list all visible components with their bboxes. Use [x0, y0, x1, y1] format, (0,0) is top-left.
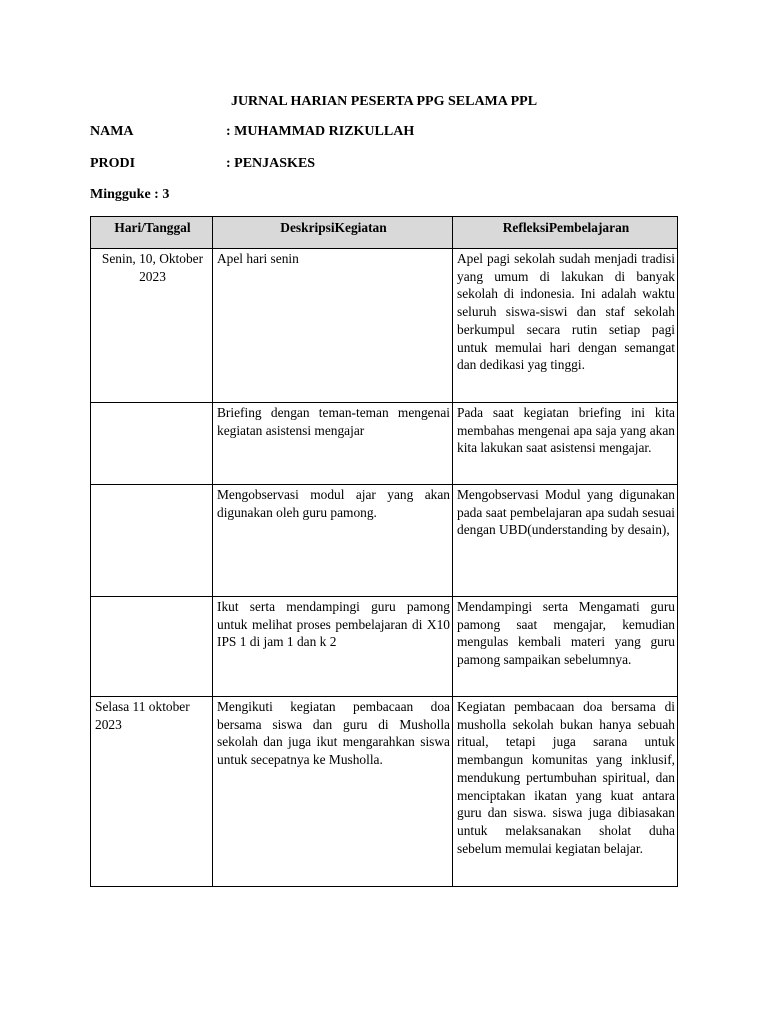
prodi-value: : PENJASKES — [226, 156, 316, 171]
table-row — [91, 403, 678, 485]
table-row — [91, 597, 678, 697]
reflection-cell: Mendampingi serta Mengamati guru pamong saat mengajar, kemudian mengulas kembali materi yang guru pamong sampaikan sebelumnya. — [453, 597, 678, 697]
reflection-cell: Apel pagi sekolah sudah menjadi tradisi yang umum di lakukan di banyak sekolah di indonesia. Ini adalah waktu seluruh siswa-siswi dan staf sekolah berkumpul secara rutin setiap pagi untuk memulai hari dengan semangat dan dedikasi yag tinggi. — [453, 249, 678, 403]
date-cell — [91, 485, 213, 597]
nama-label: NAMA — [90, 124, 134, 139]
nama-value: : MUHAMMAD RIZKULLAH — [226, 124, 415, 139]
description-cell: Apel hari senin — [213, 249, 453, 403]
prodi-row — [90, 156, 315, 172]
table-row — [91, 249, 678, 403]
journal-table — [90, 216, 678, 887]
reflection-cell: Pada saat kegiatan briefing ini kita membahas mengenai apa saja yang akan kita lakukan saat asistensi mengajar. — [453, 403, 678, 485]
date-cell — [91, 403, 213, 485]
reflection-cell: Kegiatan pembacaan doa bersama di musholla sekolah bukan hanya sebuah ritual, tetapi juga sarana untuk membangun komunitas yang inklusif, mendukung pertumbuhan spiritual, dan menciptakan ikatan yang kuat antara guru dan siswa. siswa juga dibiasakan untuk melaksanakan sholat duha sebelum memulai kegiatan belajar. — [453, 697, 678, 887]
header-hari-tanggal: Hari/Tanggal — [91, 217, 213, 249]
header-refleksi-pembelajaran: RefleksiPembelajaran — [453, 217, 678, 249]
document-title: JURNAL HARIAN PESERTA PPG SELAMA PPL — [230, 94, 538, 109]
description-cell: Mengobservasi modul ajar yang akan digunakan oleh guru pamong. — [213, 485, 453, 597]
prodi-label: PRODI — [90, 156, 136, 171]
table-header-row — [91, 217, 678, 249]
minggu-label: Mingguke : 3 — [90, 187, 170, 202]
description-cell: Mengikuti kegiatan pembacaan doa bersama siswa dan guru di Musholla sekolah dan juga ikut mengarahkan siswa untuk secepatnya ke Musholla. — [213, 697, 453, 887]
description-cell: Ikut serta mendampingi guru pamong untuk melihat proses pembelajaran di X10 IPS 1 di jam 1 dan k 2 — [213, 597, 453, 697]
nama-row — [90, 124, 414, 140]
description-cell: Briefing dengan teman-teman mengenai kegiatan asistensi mengajar — [213, 403, 453, 485]
date-cell — [91, 597, 213, 697]
table-row — [91, 697, 678, 887]
table-row — [91, 485, 678, 597]
date-cell: Selasa 11 oktober 2023 — [91, 697, 213, 887]
reflection-cell: Mengobservasi Modul yang digunakan pada saat pembelajaran apa sudah sesuai dengan UBD(understanding by desain), — [453, 485, 678, 597]
date-cell: Senin, 10, Oktober 2023 — [91, 249, 213, 403]
header-deskripsi-kegiatan: DeskripsiKegiatan — [213, 217, 453, 249]
